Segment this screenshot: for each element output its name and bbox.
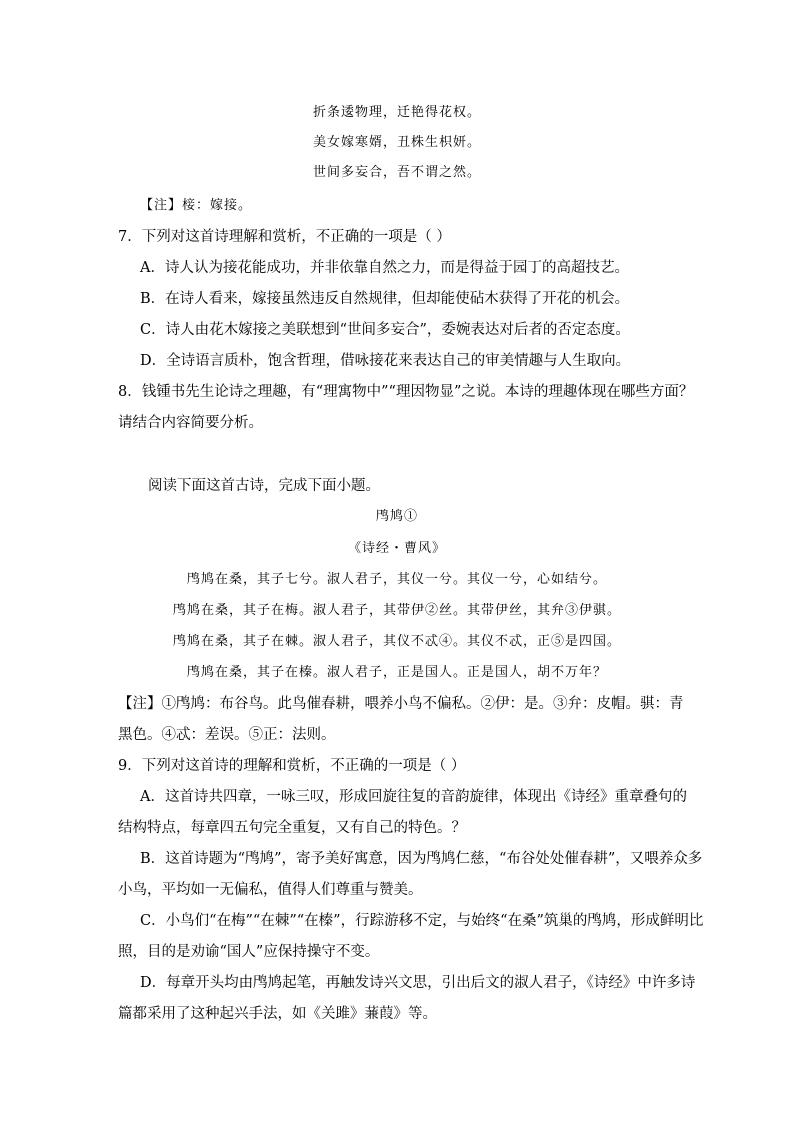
poem2-note-line-1: 【注】①鸤鸠：布谷鸟。此鸟催春耕，喂养小鸟不偏私。②伊：是。③弁：皮帽。骐：青	[118, 696, 684, 712]
poem1-note: 【注】椄：嫁接。	[140, 198, 253, 213]
poem2-line-4: 鸤鸠在桑，其子在榛。淑人君子，正是国人。正是国人，胡不万年？	[186, 665, 607, 680]
poem2-note-line-2: 黑色。④忒：差误。⑤正：法则。	[118, 727, 336, 743]
question-7-option-a: A．诗人认为接花能成功，并非依靠自然之力，而是得益于园丁的高超技艺。	[140, 260, 629, 276]
question-8-line-2: 请结合内容简要分析。	[118, 415, 263, 431]
question-8-line-1: 8．钱锺书先生论诗之理趣，有“理寓物中”“理因物显”之说。本诗的理趣体现在哪些方面？	[118, 384, 694, 400]
question-9-stem: 9．下列对这首诗的理解和赏析，不正确的一项是（ ）	[118, 758, 466, 774]
poem1-line-3: 世间多妄合，吾不谓之然。	[312, 165, 481, 180]
question-7-stem: 7．下列对这首诗理解和赏析，不正确的一项是（ ）	[118, 229, 451, 245]
poem2-line-2: 鸤鸠在桑，其子在梅。淑人君子，其带伊②丝。其带伊丝，其弁③伊骐。	[172, 603, 621, 618]
question-9-option-d-line-2: 篇都采用了这种起兴手法，如《关雎》蒹葭》等。	[118, 1006, 437, 1022]
question-7-option-b: B．在诗人看来，嫁接虽然违反自然规律，但却能使砧木获得了开花的机会。	[140, 291, 630, 307]
poem2-title: 鸤鸠①	[375, 509, 418, 524]
poem2-source: 《诗经・曹风》	[347, 541, 446, 556]
question-9-option-c-line-1: C．小鸟们“在梅”“在棘”“在榛”，行踪游移不定，与始终“在桑”筑巢的鸤鸠，形成鲜明比	[140, 913, 704, 929]
question-9-option-a-line-1: A．这首诗共四章，一咏三叹，形成回旋往复的音韵旋律，体现出《诗经》重章叠句的	[140, 789, 687, 805]
poem2-line-1: 鸤鸠在桑，其子七兮。淑人君子，其仪一兮。其仪一兮，心如结兮。	[186, 572, 607, 587]
question-9-option-b-line-1: B．这首诗题为“鸤鸠”，寄予美好寓意，因为鸤鸠仁慈，“布谷处处催春耕”，又喂养众多	[140, 851, 703, 867]
poem1-line-2: 美女嫁寒婿，丑株生枳妍。	[312, 135, 481, 150]
question-7-option-c: C．诗人由花木嫁接之美联想到“世间多妄合”，委婉表达对后者的否定态度。	[140, 322, 630, 338]
question-9-option-d-line-1: D．每章开头均由鸤鸠起笔，再触发诗兴文思，引出后文的淑人君子，《诗经》中许多诗	[140, 975, 696, 991]
question-9-option-c-line-2: 照，目的是劝谕“国人”应保持操守不变。	[118, 944, 380, 960]
question-9-option-a-line-2: 结构特点，每章四五句完全重复，又有自己的特色。？	[118, 820, 466, 836]
poem2-line-3: 鸤鸠在桑，其子在棘。淑人君子，其仪不忒④。其仪不忒，正⑤是四国。	[172, 634, 621, 649]
question-9-option-b-line-2: 小鸟，平均如一无偏私，值得人们尊重与赞美。	[118, 882, 423, 898]
question-7-option-d: D．全诗语言质朴，饱含哲理，借咏接花来表达自己的审美情趣与人生取向。	[140, 353, 631, 369]
poem1-line-1: 折条逶物理，迁艳得花权。	[312, 105, 481, 120]
reading-intro: 阅读下面这首古诗，完成下面小题。	[148, 478, 380, 494]
